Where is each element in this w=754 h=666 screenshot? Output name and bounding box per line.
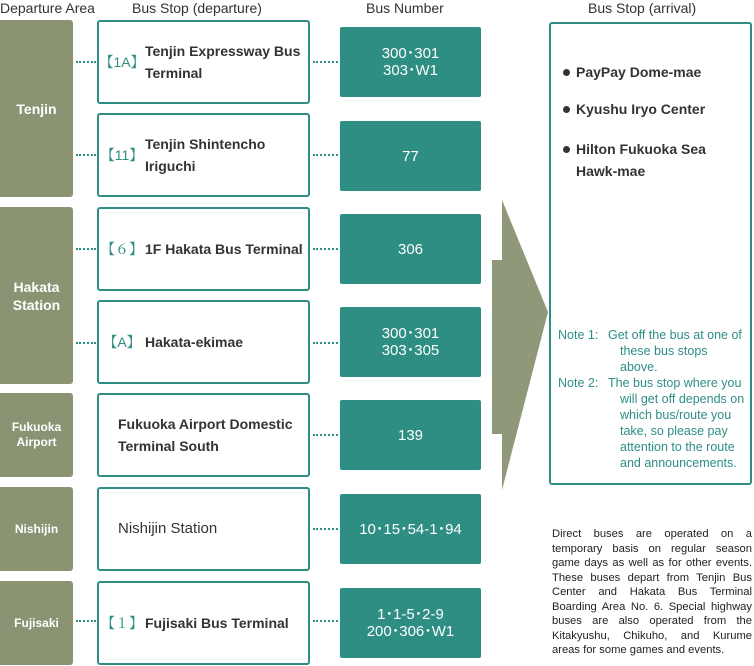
- arrival-stop: Kyushu Iryo Center: [563, 98, 743, 120]
- stop-code: 【11】: [100, 147, 144, 163]
- connector: [313, 61, 338, 63]
- stop-name: Fujisaki Bus Terminal: [145, 615, 289, 631]
- connector: [313, 248, 338, 250]
- arrival-stop: Hilton Fukuoka Sea Hawk-mae: [563, 138, 743, 182]
- bullet-icon: [563, 106, 570, 113]
- connector: [313, 620, 338, 622]
- bus-numbers: 77: [340, 121, 481, 191]
- connector: [313, 434, 338, 436]
- arrival-stop: PayPay Dome-mae: [563, 61, 743, 83]
- note-text: Get off the bus at one of these bus stops above.: [608, 328, 742, 374]
- connector: [76, 620, 96, 622]
- stop-nishijin-station: [97, 487, 310, 571]
- stop-code: 【A】: [103, 334, 141, 350]
- area-tenjin: [0, 20, 73, 197]
- direction-arrow-icon: [488, 200, 548, 490]
- connector: [76, 342, 96, 344]
- stop-name: Fukuoka Airport Domestic Terminal South: [118, 416, 293, 454]
- stop-name: Hakata-ekimae: [145, 334, 244, 350]
- connector: [313, 154, 338, 156]
- stop-fukuoka-airport: [97, 393, 310, 477]
- connector: [313, 342, 338, 344]
- stop-name: Tenjin Shintencho Iriguchi: [145, 136, 266, 174]
- bus-numbers: 300･301 303･W1: [340, 27, 481, 97]
- note-label: Note 2:: [558, 376, 599, 390]
- note-2: [558, 375, 748, 471]
- area-label: Fukuoka Airport: [11, 420, 62, 449]
- stop-hakata-bus-terminal: [97, 207, 310, 291]
- area-label: Hakata Station: [12, 278, 61, 313]
- header-departure-area: Departure Area: [0, 0, 95, 16]
- stop-code: 【１】: [101, 615, 143, 631]
- connector: [76, 248, 96, 250]
- stop-code: 【1A】: [99, 54, 145, 70]
- area-fujisaki: [0, 581, 73, 665]
- bus-numbers: 306: [340, 214, 481, 284]
- stop-code: 【６】: [101, 241, 143, 257]
- connector: [313, 528, 338, 530]
- bus-numbers: 1･1-5･2-9 200･306･W1: [340, 588, 481, 658]
- area-fukuoka-airport: [0, 393, 73, 477]
- header-bus-number: Bus Number: [366, 0, 444, 16]
- stop-name: Nishijin Station: [118, 520, 218, 537]
- bullet-icon: [563, 69, 570, 76]
- note-label: Note 1:: [558, 328, 599, 342]
- connector: [76, 61, 96, 63]
- stop-name: Tenjin Expressway Bus Terminal: [145, 43, 301, 81]
- note-1: [558, 327, 748, 375]
- stop-tenjin-expressway: [97, 20, 310, 104]
- area-label: Tenjin: [16, 100, 57, 117]
- connector: [76, 154, 96, 156]
- header-bus-stop-departure: Bus Stop (departure): [132, 0, 262, 16]
- direct-bus-info: Direct buses are operated on a temporary basis on regular season game days as well as for other events. These buses depart from Tenjin Bus Center and Hakata Bus Terminal Boarding Area No. 6. Special highway buses are also operated from the Kitakyushu, Chikuho, and Kurume areas for some games and events.: [552, 528, 752, 656]
- note-text: The bus stop where you will get off depends on which bus/route you take, so please pay attention to the route and announcements.: [608, 376, 745, 470]
- bus-numbers: 300･301 303･305: [340, 307, 481, 377]
- stop-name: 1F Hakata Bus Terminal: [145, 241, 303, 257]
- area-hakata-station: [0, 207, 73, 384]
- bullet-icon: [563, 146, 570, 153]
- bus-numbers: 10･15･54-1･94: [340, 494, 481, 564]
- stop-tenjin-shintencho: [97, 113, 310, 197]
- area-label: Fujisaki: [14, 616, 59, 630]
- header-bus-stop-arrival: Bus Stop (arrival): [588, 0, 697, 16]
- stop-hakata-ekimae: [97, 300, 310, 384]
- bus-numbers: 139: [340, 400, 481, 470]
- area-nishijin: [0, 487, 73, 571]
- area-label: Nishijin: [14, 522, 59, 536]
- stop-fujisaki: [97, 581, 310, 665]
